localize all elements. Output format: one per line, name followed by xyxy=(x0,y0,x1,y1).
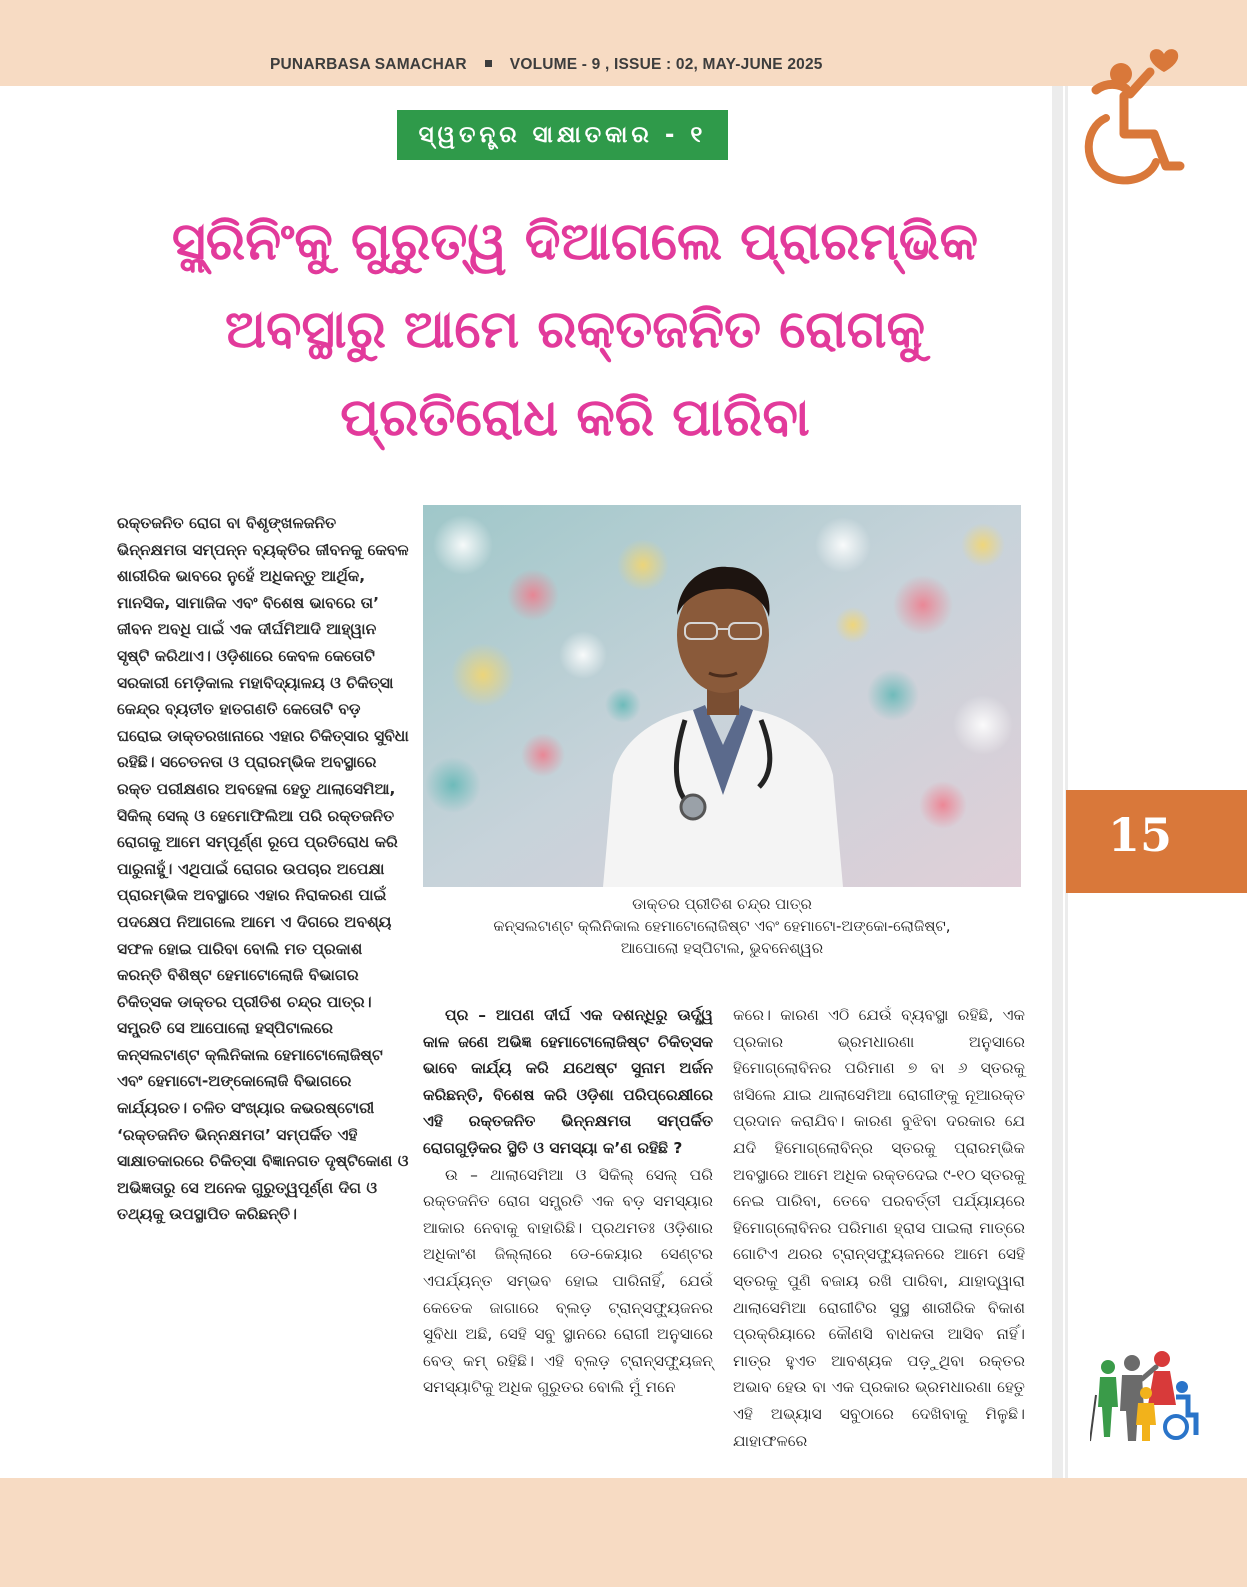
interview-question: ପ୍ର – ଆପଣ ଦୀର୍ଘ ଏକ ଦଶନ୍ଧିରୁ ଊର୍ଦ୍ଧ୍ୱ କାଳ ଜଣେ ଅଭିଜ୍ଞ ହେମାଟୋଲୋଜିଷ୍ଟ ଚିକିତ୍ସକ ଭାବେ କାର୍ଯ୍ୟ କରି ଯଥେଷ୍ଟ ସୁନାମ ଅର୍ଜନ କରିଛନ୍ତି, ବିଶେଷ କରି ଓଡ଼ିଶା ପରିପ୍ରେକ୍ଷୀରେ ଏହି ରକ୍ତଜନିତ ଭିନ୍ନକ୍ଷମତା ସମ୍ପର୍କିତ ରୋଗଗୁଡ଼ିକର ସ୍ଥିତି ଓ ସମସ୍ୟା କ’ଣ ରହିଛି ? xyxy=(423,1006,713,1157)
footer-band xyxy=(0,1478,1247,1587)
caption-name: ଡାକ୍ତର ପ୍ରୀତିଶ ଚନ୍ଦ୍ର ପାତ୍ର xyxy=(632,895,812,913)
running-header xyxy=(270,56,823,74)
interview-answer-part-1: ଉ – ଥାଲାସେମିଆ ଓ ସିକିଲ୍ ସେଲ୍ ପରି ରକ୍ତଜନିତ ରୋଗ ସମ୍ପ୍ରତି ଏକ ବଡ଼ ସମସ୍ୟାର ଆକାର ନେବାକୁ ବାହାରିଛି। ପ୍ରଥମତଃ ଓଡ଼ିଶାର ଅଧିକାଂଶ ଜିଲ୍ଲାରେ ଡେ-କେୟାର ସେଣ୍ଟର ଏପର୍ଯ୍ୟନ୍ତ ସମ୍ଭବ ହୋଇ ପାରିନାହିଁ, ଯେଉଁ କେତେକ ଜାଗାରେ ବ୍ଲଡ଼ ଟ୍ରାନ୍ସଫ୍ୟୁଜନର ସୁବିଧା ଅଛି, ସେହି ସବୁ ସ୍ଥାନରେ ରୋଗୀ ଅନୁସାରେ ବେଡ୍ କମ୍ ରହିଛି। ଏହି ବ୍ଲଡ଼ ଟ୍ରାନ୍ସଫ୍ୟୁଜନ୍ ସମସ୍ୟାଟିକୁ ଅଧିକ ଗୁରୁତର ବୋଲି ମୁଁ ମନେ xyxy=(423,1165,713,1397)
separator-square-icon xyxy=(485,60,492,67)
margin-rule xyxy=(1052,86,1068,1478)
photo-caption xyxy=(423,893,1021,959)
intro-paragraph: ରକ୍ତଜନିତ ରୋଗ ବା ବିଶୃଙ୍ଖଳଜନିତ ଭିନ୍ନକ୍ଷମତା ସମ୍ପନ୍ନ ବ୍ୟକ୍ତିର ଜୀବନକୁ କେବଳ ଶାରୀରିକ ଭାବରେ ନୁହେଁ ଅଧିକନ୍ତୁ ଆର୍ଥିକ, ମାନସିକ, ସାମାଜିକ ଏବଂ ବିଶେଷ ଭାବରେ ତା’ ଜୀବନ ଅବଧି ପାଇଁ ଏକ ଦୀର୍ଘମିଆଦି ଆହ୍ୱାନ ସୃଷ୍ଟି କରିଥାଏ। ଓଡ଼ିଶାରେ କେବଳ କେତୋଟି ସରକାରୀ ମେଡ଼ିକାଲ ମହାବିଦ୍ୟାଳୟ ଓ ଚିକିତ୍ସା କେନ୍ଦ୍ର ବ୍ୟତୀତ ହାତଗଣତି କେତୋଟି ବଡ଼ ଘରୋଇ ଡାକ୍ତରଖାନାରେ ଏହାର ଚିକିତ୍ସାର ସୁବିଧା ରହିଛି। ସଚେତନତା ଓ ପ୍ରାରମ୍ଭିକ ଅବସ୍ଥାରେ ରକ୍ତ ପରୀକ୍ଷଣର ଅବହେଳା ହେତୁ ଥାଲାସେମିଆ, ସିକିଲ୍ ସେଲ୍ ଓ ହେମୋଫିଲିଆ ପରି ରକ୍ତଜନିତ ରୋଗକୁ ଆମେ ସମ୍ପୂର୍ଣ୍ଣ ରୂପେ ପ୍ରତିରୋଧ କରି ପାରୁନାହୁଁ। ଏଥିପାଇଁ ରୋଗର ଉପଚାର ଅପେକ୍ଷା ପ୍ରାରମ୍ଭିକ ଅବସ୍ଥାରେ ଏହାର ନିରାକରଣ ପାଇଁ ପଦକ୍ଷେପ ନିଆଗଲେ ଆମେ ଏ ଦିଗରେ ଅବଶ୍ୟ ସଫଳ ହୋଇ ପାରିବା ବୋଲି ମତ ପ୍ରକାଶ କରନ୍ତି ବିଶିଷ୍ଟ ହେମାଟୋଲୋଜି ବିଭାଗର ଚିକିତ୍ସକ ଡାକ୍ତର ପ୍ରୀତିଶ ଚନ୍ଦ୍ର ପାତ୍ର। ସମ୍ପ୍ରତି ସେ ଆପୋଲୋ ହସ୍ପିଟାଲରେ କନ୍‌ସଲଟାଣ୍ଟ କ୍ଲିନିକାଲ ହେମାଟୋଲୋଜିଷ୍ଟ ଏବଂ ହେମାଟୋ-ଅଙ୍କୋଲୋଜି ବିଭାଗରେ କାର୍ଯ୍ୟରତ। ଚଳିତ ସଂଖ୍ୟାର କଭରଷ୍ଟୋରୀ ‘ରକ୍ତଜନିତ ଭିନ୍ନକ୍ଷମତା’ ସମ୍ପର୍କିତ ଏହି ସାକ୍ଷାତକାରରେ ଚିକିତ୍ସା ବିଜ୍ଞାନଗତ ଦୃଷ୍ଟିକୋଣ ଓ ଅଭିଜ୍ଞତାରୁ ସେ ଅନେକ ଗୁରୁତ୍ୱପୂର୍ଣ୍ଣ ଦିଗ ଓ ତଥ୍ୟକୁ ଉପସ୍ଥାପିତ କରିଛନ୍ତି। xyxy=(117,514,409,1224)
inclusive-people-logo-icon xyxy=(1090,1345,1200,1445)
interview-answer-part-2: କରେ। କାରଣ ଏଠି ଯେଉଁ ବ୍ୟବସ୍ଥା ରହିଛି, ଏକ ପ୍ରକାର ଭ୍ରମଧାରଣା ଅନୁସାରେ ହିମୋଗ୍ଲୋବିନର ପରିମାଣ ୭ ବା ୬ ସ୍ତରକୁ ଖସିଲେ ଯାଇ ଥାଲାସେମିଆ ରୋଗୀଙ୍କୁ ନୂଆରକ୍ତ ପ୍ରଦାନ କରାଯିବ। କାରଣ ବୁଝିବା ଦରକାର ଯେ ଯଦି ହିମୋଗ୍ଲୋବିନ୍‌ର ସ୍ତରକୁ ପ୍ରାରମ୍ଭିକ ଅବସ୍ଥାରେ ଆମେ ଅଧିକ ରକ୍ତଦେଇ ୯-୧୦ ସ୍ତରକୁ ନେଇ ପାରିବା, ତେବେ ପରବର୍ତ୍ତୀ ପର୍ଯ୍ୟାୟରେ ହିମୋଗ୍ଲୋବିନର ପରିମାଣ ହ୍ରାସ ପାଇଲା ମାତ୍ରେ ଗୋଟିଏ ଥରର ଟ୍ରାନ୍ସଫ୍ୟୁଜନରେ ଆମେ ସେହି ସ୍ତରକୁ ପୁଣି ବଜାୟ ରଖି ପାରିବା, ଯାହାଦ୍ୱାରା ଥାଲାସେମିଆ ରୋଗୀଟିର ସୁସ୍ଥ ଶାରୀରିକ ବିକାଶ ପ୍ରକ୍ରିୟାରେ କୌଣସି ବାଧକତା ଆସିବ ନାହିଁ। ମାତ୍ର ହୁଏତ ଆବଶ୍ୟକ ପଡ଼ୁଥିବା ରକ୍ତର ଅଭାବ ହେଉ ବା ଏକ ପ୍ରକାର ଭ୍ରମଧାରଣା ହେତୁ ଏହି ଅଭ୍ୟାସ ସବୁଠାରେ ଦେଖିବାକୁ ମିଳୁଛି। ଯାହାଫଳରେ xyxy=(733,1006,1025,1450)
publication-name: PUNARBASA SAMACHAR xyxy=(270,56,467,73)
wheelchair-heart-logo-icon xyxy=(1066,38,1196,198)
qa-column-right xyxy=(733,1002,1025,1454)
intro-column xyxy=(117,510,409,1228)
caption-designation: କନ୍‌ସଲଟାଣ୍ଟ କ୍ଲିନିକାଲ ହେମାଟୋଲୋଜିଷ୍ଟ ଏବଂ ହେମାଟୋ-ଅଙ୍କୋ-ଲୋଜିଷ୍ଟ, xyxy=(493,917,951,935)
page-number: 15 xyxy=(1108,808,1173,862)
margin-rule-inner xyxy=(1063,86,1065,1478)
doctor-portrait-photo xyxy=(423,505,1021,887)
section-label-badge: ସ୍ୱତନ୍ତ୍ର ସାକ୍ଷାତକାର - ୧ xyxy=(397,110,728,160)
issue-info: VOLUME - 9 , ISSUE : 02, MAY-JUNE 2025 xyxy=(509,56,823,73)
caption-hospital: ଆପୋଲୋ ହସ୍ପିଟାଲ, ଭୁବନେଶ୍ୱର xyxy=(620,939,824,957)
article-headline: ସ୍କ୍ରିନିଂକୁ ଗୁରୁତ୍ୱ ଦିଆଗଲେ ପ୍ରାରମ୍ଭିକ ଅବସ୍ଥାରୁ ଆମେ ରକ୍ତଜନିତ ରୋଗକୁ ପ୍ରତିରୋଧ କରି ପାରିବା xyxy=(171,212,979,448)
qa-column-middle xyxy=(423,1002,713,1401)
